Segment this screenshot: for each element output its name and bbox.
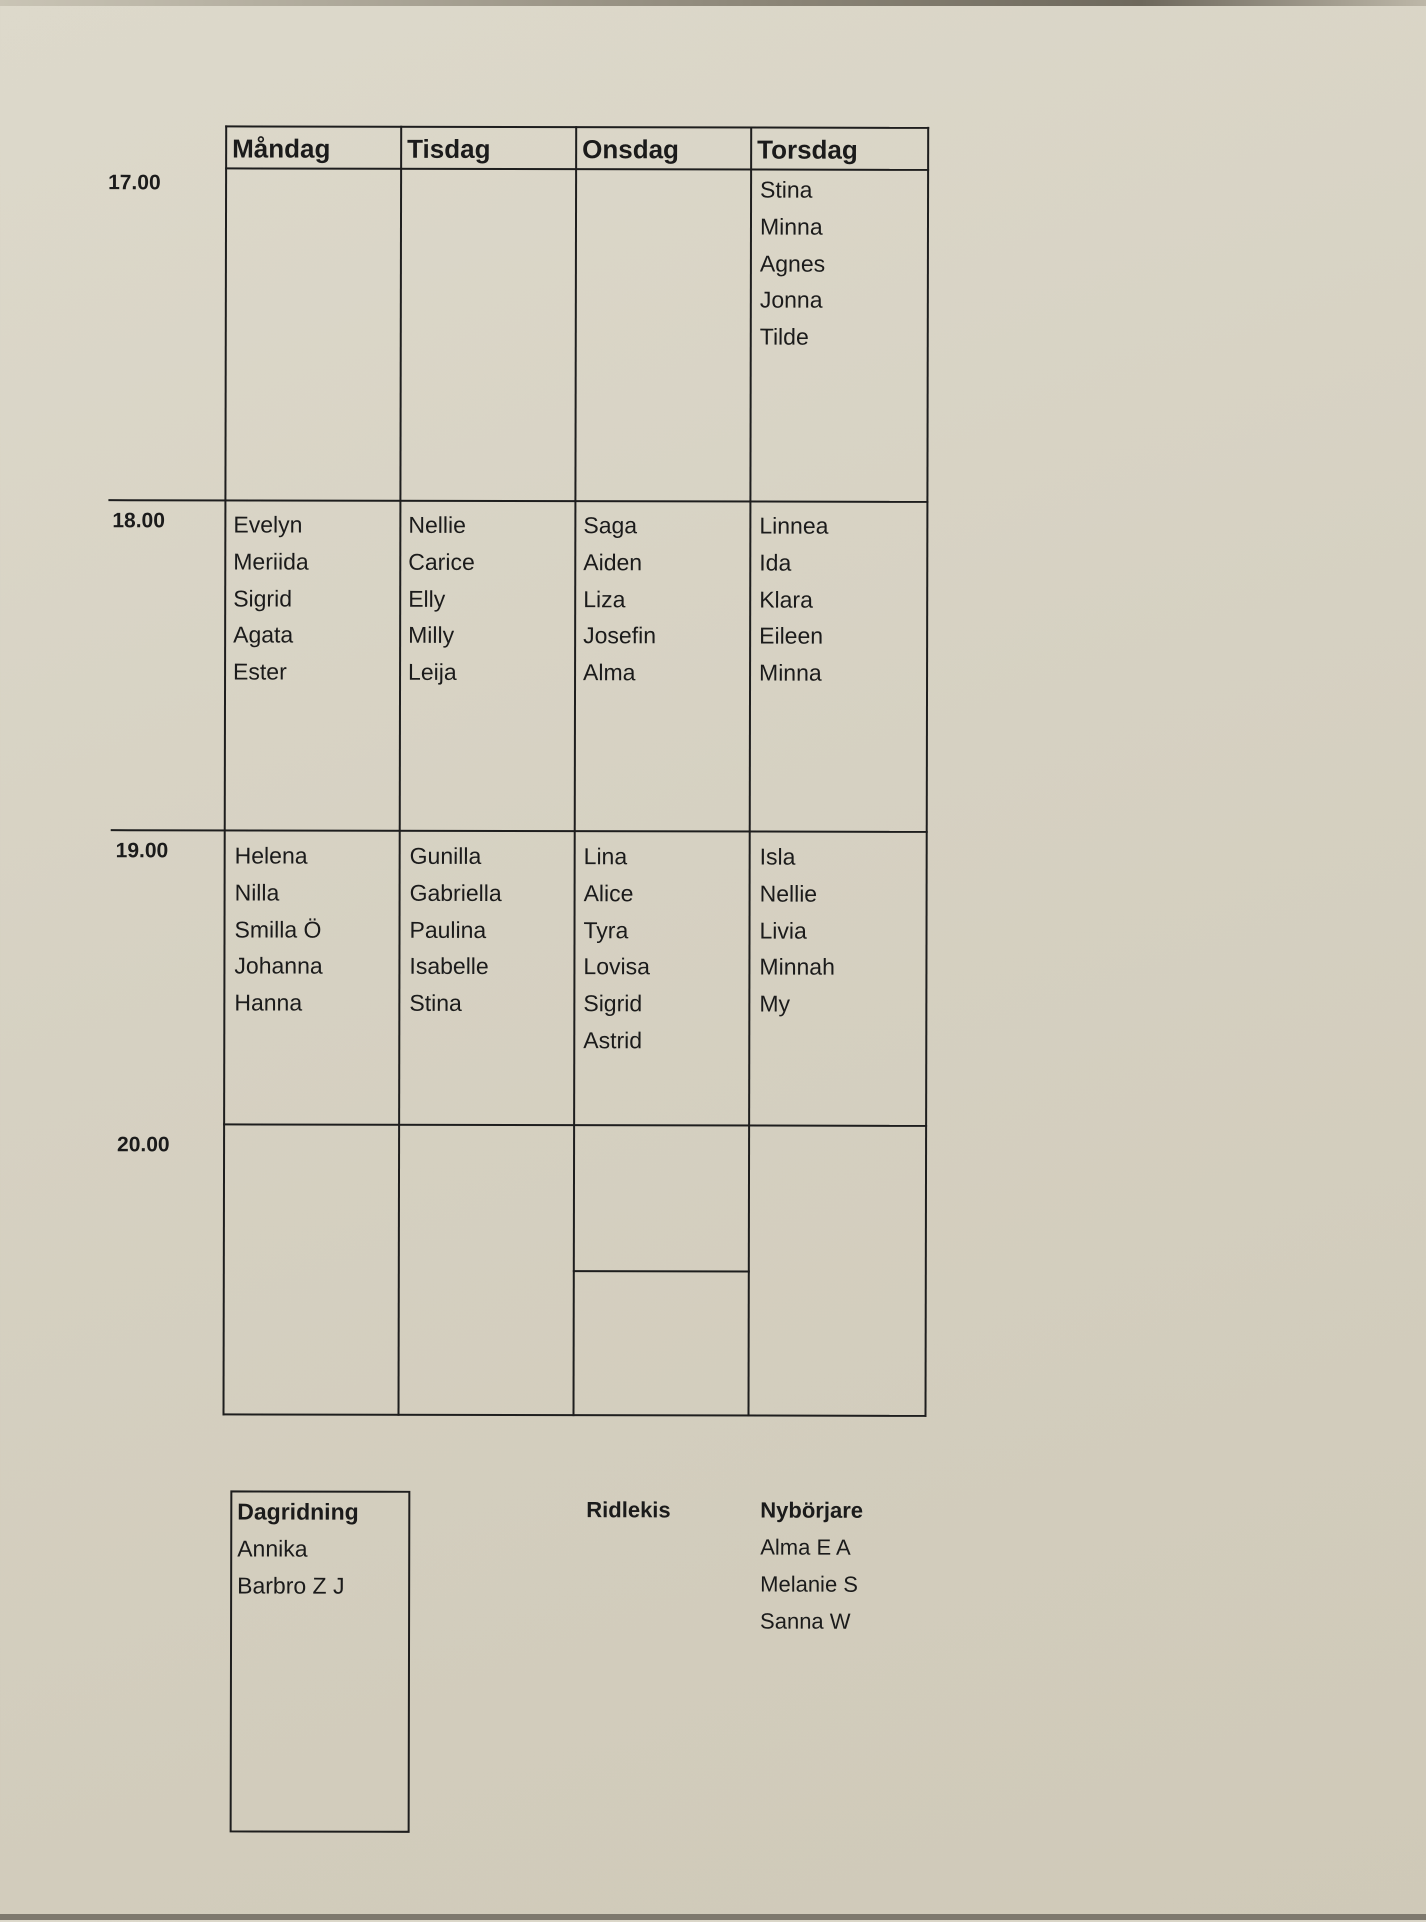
rider-name: Agata bbox=[233, 621, 294, 648]
slot-torsdag-1700 bbox=[755, 172, 826, 356]
rider-name: Klara bbox=[759, 586, 813, 613]
rider-name: Isabelle bbox=[409, 953, 489, 980]
rider-name: Sigrid bbox=[583, 990, 643, 1017]
dagridning-box bbox=[230, 1490, 411, 1832]
grid-line bbox=[398, 126, 403, 1416]
day-header-tisdag: Tisdag bbox=[407, 133, 491, 164]
dagridning-title: Dagridning bbox=[237, 1498, 359, 1525]
rider-name: Stina bbox=[760, 176, 813, 203]
rider-name: Liza bbox=[583, 585, 626, 612]
dagridning-list bbox=[232, 1530, 408, 1604]
rider-name: Melanie S bbox=[760, 1571, 859, 1597]
rider-name: Sigrid bbox=[233, 585, 293, 612]
time-label-1800: 18.00 bbox=[112, 509, 165, 533]
rider-name: Lovisa bbox=[583, 953, 650, 980]
rider-name: Alice bbox=[583, 879, 634, 907]
rider-name: My bbox=[759, 990, 791, 1017]
slot-torsdag-1800 bbox=[754, 508, 828, 692]
rider-name: Isla bbox=[759, 843, 796, 870]
time-label-2000: 20.00 bbox=[117, 1133, 170, 1157]
ridlekis-title: Ridlekis bbox=[586, 1497, 671, 1523]
rider-name: Gunilla bbox=[409, 842, 482, 869]
rider-name: Nellie bbox=[408, 511, 466, 538]
day-header-onsdag: Onsdag bbox=[582, 134, 679, 165]
rider-name: Jonna bbox=[759, 286, 823, 314]
time-label-1900: 19.00 bbox=[115, 839, 169, 863]
rider-name: Josefin bbox=[583, 622, 657, 649]
rider-name: Paulina bbox=[409, 916, 487, 943]
slot-onsdag-1900 bbox=[578, 838, 650, 1059]
rider-name: Annika bbox=[237, 1535, 308, 1562]
rider-name: Alma bbox=[583, 659, 636, 686]
grid-line bbox=[573, 126, 578, 1416]
slot-tisdag-1900 bbox=[404, 838, 501, 1022]
slot-mandag-1900 bbox=[229, 837, 323, 1021]
rider-name: Milly bbox=[408, 622, 455, 649]
slot-tisdag-1800 bbox=[403, 507, 475, 691]
rider-name: Barbro Z J bbox=[237, 1572, 345, 1599]
rider-name: Carice bbox=[408, 548, 475, 575]
rider-name: Evelyn bbox=[233, 511, 303, 538]
rider-name: Sanna W bbox=[760, 1608, 851, 1634]
rider-name: Ester bbox=[233, 658, 287, 685]
grid-line bbox=[747, 127, 752, 1417]
rider-name: Agnes bbox=[759, 250, 826, 277]
slot-onsdag-1800 bbox=[578, 507, 656, 691]
slot-mandag-1800 bbox=[228, 506, 309, 690]
rider-name: Tilde bbox=[759, 323, 809, 350]
day-header-torsdag: Torsdag bbox=[757, 134, 858, 165]
rider-name: Tyra bbox=[583, 916, 629, 943]
rider-name: Minnah bbox=[759, 953, 835, 981]
rider-name: Hanna bbox=[234, 989, 303, 1016]
rider-name: Leija bbox=[408, 658, 457, 686]
grid-line bbox=[924, 127, 929, 1417]
rider-name: Saga bbox=[583, 512, 638, 539]
schedule-grid bbox=[223, 125, 930, 1416]
rider-name: Alma E A bbox=[760, 1534, 851, 1560]
rider-name: Lina bbox=[583, 843, 628, 870]
nyborjare-title: Nybörjare bbox=[760, 1497, 864, 1523]
rider-name: Livia bbox=[759, 917, 807, 944]
rider-name: Smilla Ö bbox=[234, 916, 322, 943]
rider-name: Aiden bbox=[583, 548, 643, 576]
photo-bottom-edge bbox=[0, 1914, 1426, 1920]
rider-name: Gabriella bbox=[409, 879, 502, 906]
rider-name: Minna bbox=[759, 213, 823, 240]
slot-torsdag-1900 bbox=[754, 839, 835, 1023]
rider-name: Eileen bbox=[759, 622, 824, 650]
rider-name: Ida bbox=[759, 549, 792, 576]
time-label-1700: 17.00 bbox=[108, 171, 161, 195]
rider-name: Johanna bbox=[234, 952, 323, 980]
grid-line bbox=[573, 1270, 750, 1272]
grid-line bbox=[111, 829, 928, 833]
rider-name: Meriida bbox=[233, 548, 309, 575]
rider-name: Helena bbox=[234, 842, 308, 869]
rider-name: Astrid bbox=[583, 1027, 643, 1054]
grid-line bbox=[223, 1413, 927, 1416]
rider-name: Stina bbox=[409, 989, 462, 1017]
rider-name: Elly bbox=[408, 585, 446, 612]
rider-name: Nellie bbox=[759, 880, 818, 907]
grid-line bbox=[223, 125, 228, 1415]
day-header-mandag: Måndag bbox=[232, 133, 331, 164]
nyborjare-list bbox=[760, 1530, 858, 1641]
grid-line bbox=[108, 499, 928, 503]
grid-line bbox=[223, 1123, 927, 1126]
rider-name: Nilla bbox=[234, 879, 280, 906]
rider-name: Linnea bbox=[759, 512, 829, 539]
rider-name: Minna bbox=[759, 659, 822, 686]
